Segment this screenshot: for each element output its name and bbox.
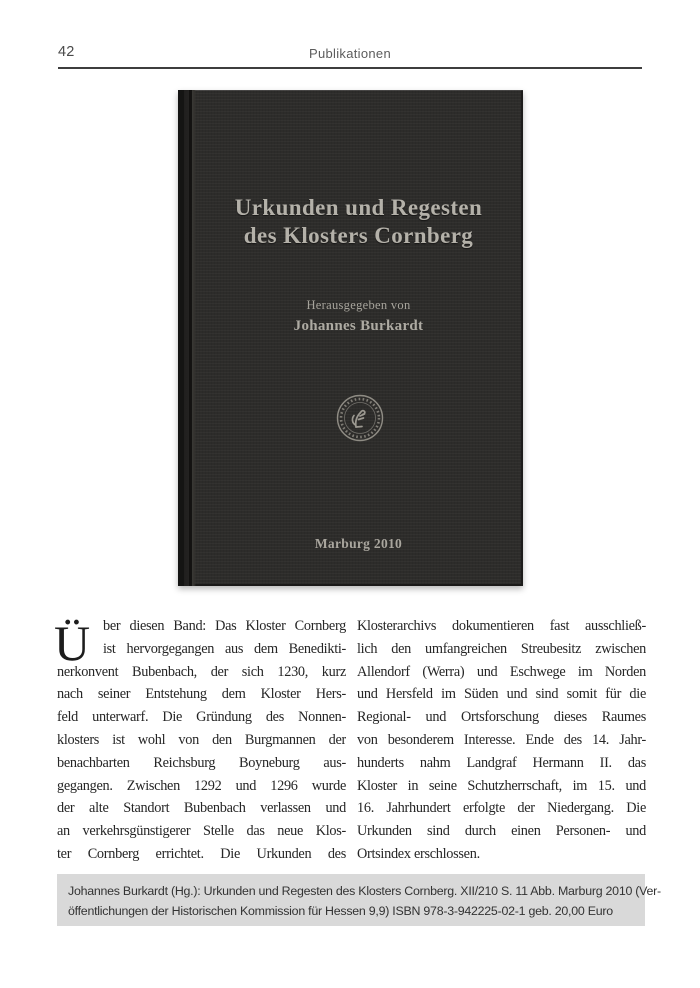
- text-line: und Hersfeld im Süden und sind somit für die: [357, 686, 646, 703]
- book-title-line1: Urkunden und Regesten: [234, 195, 483, 220]
- text-line: hunderts nahm Landgraf Hermann II. das: [357, 754, 646, 771]
- text-line: Klosterarchivs dokumentieren fast ausschließ-: [357, 618, 646, 634]
- drop-cap: Ü: [54, 615, 90, 671]
- text-line: ter Cornberg errichtet. Die Urkunden des: [57, 845, 346, 862]
- text-line: klosters ist wohl von den Burgmannen der: [57, 731, 346, 748]
- text-line: Regional- und Ortsforschung dieses Raumes: [357, 709, 646, 726]
- header-divider: [58, 67, 642, 69]
- text-line: der alte Standort Bubenbach verlassen und: [57, 800, 346, 817]
- imprint: Marburg 2010: [314, 536, 403, 551]
- text-line: nach seiner Entstehung dem Kloster Hers-: [57, 686, 346, 703]
- text-line: lich den umfangreichen Streubesitz zwischen: [357, 640, 646, 657]
- text-line: nerkonvent Bubenbach, der sich 1230, kurz: [57, 663, 346, 680]
- text-line: Kloster in seine Schutzherrschaft, im 15. und: [357, 777, 646, 794]
- text-line: gegangen. Zwischen 1292 und 1296 wurde: [57, 777, 346, 794]
- text-line: Allendorf (Werra) und Eschwege im Norden: [357, 663, 646, 680]
- hessen-lion-seal-icon: [336, 394, 384, 442]
- text-line: 16. Jahrhundert erfolgte der Niedergang. Die: [357, 800, 646, 817]
- text-line: feld unterwarf. Die Gründung des Nonnen-: [57, 709, 346, 726]
- text-line: ist hervorgegangen aus dem Benedikti-: [103, 640, 346, 657]
- text-line: an verkehrsgünstigerer Stelle das neue Klos-: [57, 823, 346, 840]
- book-cover-text: [196, 90, 521, 586]
- book-cover: [178, 90, 523, 586]
- citation-line: öffentlichungen der Historischen Kommission für Hessen 9,9) ISBN 978-3-942225-02-1 geb. 20,00 Euro: [68, 904, 613, 918]
- book-title: [196, 194, 521, 250]
- text-line: von besonderem Interesse. Ende des 14. Jahr-: [357, 731, 646, 748]
- editor-name: Johannes Burkardt: [293, 318, 424, 334]
- book-title-line2: des Klosters Cornberg: [243, 223, 474, 248]
- text-column-right: [357, 615, 646, 866]
- editor-label: Herausgegeben von: [306, 298, 411, 312]
- citation-box: [57, 874, 661, 926]
- text-column-left: [54, 615, 346, 866]
- text-line: Urkunden sind durch einen Personen- und: [357, 823, 646, 840]
- text-line: benachbarten Reichsburg Boyneburg aus-: [57, 754, 346, 771]
- book-cover-photo: [178, 90, 523, 586]
- page-number: 42: [58, 44, 75, 60]
- book-spine: [178, 90, 196, 586]
- text-line: ber diesen Band: Das Kloster Cornberg: [103, 618, 346, 634]
- citation-line: Johannes Burkardt (Hg.): Urkunden und Regesten des Klosters Cornberg. XII/210 S. 11 Abb. Marburg 2010 (Ver-: [68, 884, 661, 898]
- section-title: Publikationen: [309, 46, 391, 61]
- text-line: Ortsindex erschlossen.: [357, 845, 480, 862]
